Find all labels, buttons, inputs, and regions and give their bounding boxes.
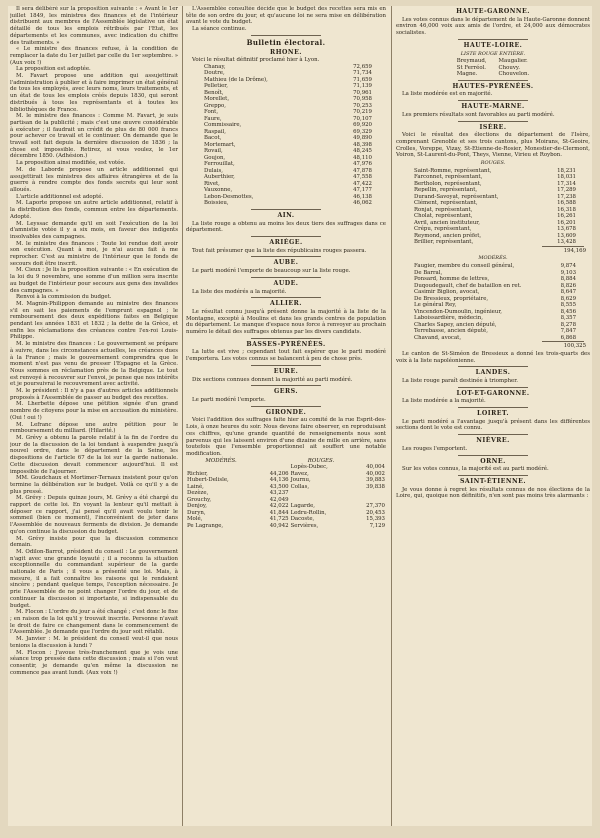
candidate-name: Bertholon, représentant,	[414, 180, 482, 187]
candidate-votes: 48,110	[353, 154, 372, 161]
candidate-name: Rovail,	[204, 148, 223, 155]
section-heading: LOT-ET-GARONNE.	[456, 389, 530, 397]
body-paragraph: M. Leyssac demande qu'il en soit l'exécution de la loi d'amnistie votée il y a six mois, en faveur des indigents insolvables des campagnes.	[10, 220, 178, 240]
body-paragraph: MM. Goudchaux et Mortimer-Ternaux insistent pour qu'on termine la délibération sur le budget. Voilà ce qu'il y a de plus pressé.	[10, 475, 178, 495]
candidate-name: Repellin, représentant,	[414, 187, 478, 194]
candidate-votes: 15,393	[366, 516, 385, 523]
section-text: Le parti modéré a l'avantage jusqu'à présent dans les différentes sections dont le vote est connu.	[396, 418, 590, 432]
section-text: Sur les votes connus, la majorité est au parti modéré.	[402, 466, 549, 473]
candidate-name: Reymond, ancien préfet,	[414, 232, 482, 239]
table-row	[451, 71, 535, 78]
candidate-votes: 8,555	[560, 302, 576, 309]
table-row	[396, 335, 590, 342]
gironde-header-left: MODÉRÉS.	[205, 457, 237, 464]
candidate-votes: 71,734	[353, 70, 372, 77]
candidate-votes: 16,201	[557, 219, 576, 226]
section-text: La liste modérée est en majorité.	[402, 91, 493, 98]
candidate-votes: 43,237	[269, 490, 289, 497]
candidate-name: Font,	[204, 109, 219, 116]
candidate-name: Lopès-Dubec,	[290, 464, 328, 471]
section-heading: ORNE.	[480, 457, 506, 465]
candidate-name: Rivet,	[204, 180, 220, 187]
body-paragraph: M. de Laborde propose un article additionnel qui assujettirait les ministres des affaires étrangères et de la guerre à rendre compte des fonds secrets qui leur sont alloués.	[10, 166, 178, 193]
candidate-votes: 69,920	[353, 122, 372, 129]
separator	[458, 434, 528, 435]
candidate-name: Ravez,	[290, 470, 309, 477]
candidate-name: Chanay,	[204, 63, 226, 70]
candidate-name: Grouchy,	[187, 496, 212, 503]
isere-moderes-total: 100,325	[563, 343, 586, 350]
candidate-name: Pelletier,	[204, 83, 228, 90]
separator	[458, 475, 528, 476]
candidate-name: Hubert-Delisle,	[187, 477, 229, 484]
candidate-name: Duryn,	[187, 509, 206, 516]
candidate-votes: 46,062	[353, 200, 372, 207]
section-heading: ARIÉGE.	[269, 239, 303, 247]
candidate-name: Greppo,	[204, 102, 226, 109]
newspaper-page	[8, 6, 592, 826]
body-paragraph: M. le président : Il n'y a pas d'autres articles additionnels proposés à l'Assemblée de passer au budget des recettes.	[10, 388, 178, 401]
separator	[458, 455, 528, 456]
candidate-name: Dacoste,	[290, 516, 315, 523]
candidate-name: Denjoy,	[187, 503, 207, 510]
candidate-votes: 70,958	[353, 96, 372, 103]
body-paragraph: Renvoi à la commission du budget.	[16, 294, 112, 301]
candidate-name: De Bressieux, propriétaire,	[414, 295, 489, 302]
section-text: Voici l'addition des suffrages faite hier au comité de la rue Esprit-des-Lois, à onze heures du soir. Nous devons faire observer, en reproduisant ces chiffres, qu'une grande quantité de renseignements nous sont parvenus qui les laissent environ d'une dizaine de mille en arrière, sans toutefois que l'ensemble proportionnel ait souffert une notable modification.	[186, 417, 386, 457]
candidate-name: Charles Sapey, ancien député,	[414, 321, 497, 328]
candidate-name: Mathieu (de la Drôme),	[204, 76, 268, 83]
body-paragraph: M. Favart propose une addition qui assujettirait l'administration à publier et à faire imprimer un état général de tous les employés, avec leurs noms, leurs traitements, et un état de tous les emplois créés depuis 1830, qui seront distribués à tous les représentants et à toutes les bibliothèques de France.	[10, 73, 178, 113]
table-row	[186, 523, 386, 530]
section-heading-isere: ISÈRE.	[479, 123, 507, 131]
candidate-name: De Barral,	[414, 269, 443, 276]
candidate-votes: 71,139	[353, 83, 372, 90]
candidate-votes: 8,278	[560, 321, 576, 328]
candidate-votes: 41,844	[269, 509, 289, 516]
candidate-name: Collas,	[290, 483, 310, 490]
candidate-votes: 18,031	[557, 174, 576, 181]
candidate-votes: 8,456	[560, 308, 576, 315]
section-heading: LOIRET.	[477, 410, 509, 418]
candidate-votes: 41,725	[269, 516, 289, 523]
candidate-name: Casimir Biglion, avocat,	[414, 289, 480, 296]
candidate-votes: 40,002	[366, 470, 385, 477]
candidate-name: Boissieu,	[204, 200, 229, 207]
candidate-name: Faure,	[204, 115, 222, 122]
separator	[458, 407, 528, 408]
section-text: Les rouges l'emportent.	[402, 445, 468, 452]
candidate-name: Chavand, avocat,	[414, 334, 462, 341]
candidate-votes: 27,370	[366, 503, 385, 510]
candidate-votes: 16,588	[557, 200, 576, 207]
separator	[251, 277, 321, 278]
candidate-name: Terrebasse, ancien député,	[414, 328, 488, 335]
section-text-haute-garonne: Les votes connus dans le département de la Haute-Garonne donnent environ 46,000 voix aux amis de l'ordre, et 24,000 aux démocrates socialistes.	[396, 16, 590, 37]
body-paragraph: M. Cieux : Je lis la proposition suivante : « En exécution de la loi du 9 novembre, une somme d'un million sera inscrite au budget de l'intérieur pour secours aux gens des invalides des campagnes. »	[10, 267, 178, 294]
candidate-name: Auberthier,	[204, 174, 235, 181]
candidate-name: Lagarde,	[290, 503, 315, 510]
candidate-name: Chouvy.	[498, 64, 520, 71]
section-heading: GIRONDE.	[265, 408, 307, 416]
candidate-votes: 8,357	[560, 315, 576, 322]
intro-paragraph: La séance continue.	[192, 26, 247, 33]
section-heading: HAUTES-PYRÉNÉES.	[452, 82, 534, 90]
candidate-votes: 47,976	[353, 161, 372, 168]
separator	[251, 406, 321, 407]
candidate-votes: 13,678	[557, 226, 576, 233]
body-paragraph: M. Lherbette dépose une pétition signée d'un grand nombre de citoyens pour la mise en accusation du ministère. (Oui ! oui !)	[10, 401, 178, 421]
candidate-votes: 8,629	[560, 295, 576, 302]
section-heading: AUDE.	[273, 279, 299, 287]
candidate-name: Dulais,	[204, 167, 223, 174]
body-paragraph: La proposition est adoptée.	[16, 66, 91, 73]
section-text: La liste des modérés a la majorité.	[192, 288, 287, 295]
intro-paragraph: L'Assemblée consultée décide que le budget des recettes sera mis en tête de son ordre du jour, et qu'aucune loi ne sera mise en délibération avant le vote du budget.	[186, 6, 386, 26]
section-text: Tout fait présumer que la liste des républicains rouges passera.	[192, 247, 367, 254]
candidate-votes: 16,318	[557, 206, 576, 213]
section-heading-rhone: RHONE.	[270, 48, 302, 56]
body-paragraph: M. Laporte propose un autre article additionnel, relatif à la distribution des fonds, commun entre les départements. Adopté.	[10, 200, 178, 220]
candidate-name: Magne.	[456, 71, 478, 78]
candidate-votes: 70,107	[353, 115, 372, 122]
body-paragraph: M. Odilon-Barrot, président du conseil : Le gouvernement n'agit avec une grande loyauté ; il a reconnu la situation exceptionnelle du commandant supérieur de la garde nationale de Paris ; il vous a présenté une loi. Mais, à mesure, il a fait connaître les raisons qui le rendaient sincère ; pendant quelque temps, l'exception nécessaire. Je prie l'Assemblée de ne point changer l'ordre du jour, et de continuer la discussion si importante, si indispensable du budget.	[10, 548, 178, 609]
candidate-votes: 8,647	[560, 289, 576, 296]
candidate-name: Pe Lagrange,	[187, 522, 224, 529]
column-rule	[391, 6, 392, 826]
body-paragraph: M. le ministre des finances : Toute loi rendue doit avoir son exécution. Quant à moi, je n'ai aucun fait à me reprocher. C'est au ministre de l'intérieur que le fonds de secours doit être inscrit.	[10, 240, 178, 267]
candidate-name: Ledru-Rollin,	[290, 509, 327, 516]
section-text: Le parti modéré l'emporte de beaucoup sur la liste rouge.	[192, 268, 351, 275]
rhone-results-table	[186, 64, 386, 207]
section-heading: EURE.	[273, 367, 299, 375]
candidate-votes: 13,428	[557, 239, 576, 246]
body-paragraph: « Le ministre des finances refuse, à la condition de remplacer la date du 1er juillet par celle du 1er septembre. » (Aux voix !)	[10, 46, 178, 66]
candidate-votes: 6,868	[560, 334, 576, 341]
section-heading: AIN.	[277, 211, 295, 219]
candidate-votes: 47,422	[353, 180, 372, 187]
separator	[251, 385, 321, 386]
separator	[458, 39, 528, 40]
candidate-name: Bacot,	[204, 135, 222, 142]
candidate-votes: 42,022	[269, 503, 289, 510]
body-paragraph: M. Lefranc dépose une autre pétition pour le remboursement du milliard. (Hilarité.)	[10, 421, 178, 435]
candidate-name: Duqoudegault, chef de bataillon en ret.	[414, 282, 522, 289]
candidate-name: Faugier, membre du conseil général,	[414, 263, 515, 270]
candidate-votes: 44,136	[269, 477, 289, 484]
section-text: Le résultat connu jusqu'à présent donne la majorité à la liste de la Montagne, excepté à Moulins et dans les grands centres de population du département. Le manque d'espace nous force à renvoyer au prochain numéro le détail des suffrages obtenus par les divers candidats.	[186, 308, 386, 336]
candidate-votes: 17,238	[557, 193, 576, 200]
candidate-name: Saint-Romme, représentant,	[414, 167, 492, 174]
separator	[251, 209, 321, 210]
section-text: La lutte est vive ; cependant tout fait espérer que le parti modéré l'emportera. Les votes connus se balancent à peu de chose près.	[186, 349, 386, 363]
isere-rouges-subheading: ROUGES.	[480, 160, 506, 167]
separator	[458, 100, 528, 101]
gironde-header-right: ROUGES.	[307, 457, 335, 464]
candidate-votes: 47,177	[353, 187, 372, 194]
body-paragraph: M. Grévy : Depuis quinze jours, M. Grévy a été chargé du rapport de cette loi. En voyant la lenteur qu'il mettait à déposer ce rapport, j'ai pensé qu'il avait voulu tenir le sommeil (bien ce moment), l'inconvénient de jeter dans l'Assemblée de nouveaux ferments de division. Je demande qu'on continue la discussion du budget.	[10, 495, 178, 535]
isere-moderes-table	[396, 263, 590, 341]
candidate-name: Journu,	[290, 477, 311, 484]
separator	[251, 256, 321, 257]
candidate-votes: 48,398	[353, 141, 372, 148]
bulletin-title: Bulletin électoral.	[246, 37, 326, 47]
candidate-votes: 7,847	[560, 328, 576, 335]
separator	[251, 365, 321, 366]
body-paragraph: La proposition ainsi modifiée, est votée.	[16, 160, 126, 167]
candidate-name: Ponsard, homme de lettres,	[414, 276, 490, 283]
candidate-name: Le général Rey,	[414, 302, 457, 309]
body-paragraph: L'article additionnel est adopté.	[16, 193, 104, 200]
candidate-votes: 70,253	[353, 102, 372, 109]
candidate-votes: 16,261	[557, 213, 576, 220]
column-right	[396, 6, 590, 826]
separator	[458, 121, 528, 122]
candidate-name: Lebon-Desmottes,	[204, 193, 254, 200]
total-rule	[542, 246, 584, 247]
candidate-votes: 9,874	[560, 263, 576, 270]
section-text: Les premiers résultats sont favorables au parti modéré.	[402, 111, 555, 118]
candidate-name: Ronjat, représentant,	[414, 206, 473, 213]
candidate-votes: 18,231	[557, 167, 576, 174]
candidate-votes: 47,878	[353, 167, 372, 174]
candidate-votes: 70,961	[353, 89, 372, 96]
body-paragraph: M. Magnin-Philippon demande au ministre des finances s'il en sait les paiements de l'emprunt espagnol ; le remboursement des deux expéditions faites en Belgique pendant les années 1831 et 1832 ; la dette de la Grèce, et enfin les réclamations des créances contre l'ex-roi Louis-Philippe.	[10, 300, 178, 341]
candidate-votes: 47,558	[353, 174, 372, 181]
column-rule	[182, 6, 183, 826]
candidate-name: Mortemart,	[204, 141, 236, 148]
section-text: La liste rouge paraît destinée à triompher.	[402, 377, 518, 384]
body-paragraph: M. Janvier : M. le président du conseil veut-il que nous tenions la discussion à lundi ?	[10, 636, 178, 649]
candidate-name: Benoît,	[204, 89, 224, 96]
body-paragraph: M. Grévy insiste pour que la discussion commence demain.	[10, 535, 178, 549]
body-paragraph: Il sera délibéré sur la proposition suivante : « Avant le 1er juillet 1849, les ministres des finances et de l'intérieur distribuent aux membres de l'Assemblée législative un état détaillé de tous les emplois rétribués par l'Etat, les départements et les communes, avec indication du chiffre des traitements. »	[10, 6, 178, 46]
candidate-votes: 44,206	[269, 470, 289, 477]
total-rule	[542, 341, 584, 342]
candidate-name: Crépu, représentant,	[414, 226, 472, 233]
rhone-intro: Voici le résultat définitif proclamé hier à Lyon.	[192, 57, 320, 64]
candidate-votes: 17,314	[557, 180, 576, 187]
candidate-name: Laboissardière, médecin,	[414, 315, 483, 322]
separator	[458, 366, 528, 367]
candidate-name: Cholat, représentant,	[414, 213, 473, 220]
separator	[251, 338, 321, 339]
candidate-name: Breymaud,	[456, 58, 487, 65]
candidate-name: Lainé,	[187, 483, 204, 490]
section-text: La liste modérée a la majorité.	[402, 398, 486, 405]
candidate-name: St Ferréol.	[456, 64, 487, 71]
candidate-votes: 43,500	[269, 483, 289, 490]
candidate-name: Chouvelon.	[498, 71, 530, 78]
section-heading: SAINT-ÉTIENNE.	[459, 478, 527, 485]
candidate-votes: 48,245	[353, 148, 372, 155]
candidate-name: Vauxonne,	[204, 187, 233, 194]
table-row	[396, 263, 590, 270]
candidate-name: Morellet,	[204, 96, 230, 103]
candidate-votes: 39,838	[366, 483, 385, 490]
table-row	[396, 239, 590, 246]
candidate-name: Dezèze,	[187, 490, 209, 497]
candidate-votes: 49,890	[353, 135, 372, 142]
section-heading: BASSES-PYRÉNÉES.	[246, 340, 326, 348]
body-paragraph: M. le ministre des finances : Le gouvernement se prépare à suivre, dans les circonstances actuelles, les créances dues à la France ; mais le gouvernement comprendra que le moment n'est pas venu de presser l'Espagne et la Grèce. Nous sommes en réclamation près de la Belgique. Le tout est renvoyé à recouvrer sur l'envoi, je pense que nos intérêts et je poursuivrai le recouvrement avec activité.	[10, 341, 178, 388]
candidate-name: Brillier, représentant,	[414, 239, 474, 246]
candidate-name: Farconnet, représentant,	[414, 174, 483, 181]
candidate-votes: 40,004	[366, 464, 385, 471]
isere-moderes-subheading: MODÉRÉS.	[478, 255, 508, 262]
body-paragraph: M. Flocon : J'avoue très-franchement que je vois une séance trop pressée dans cette discussion ; mais si l'on veut consentir, je demande qu'en même la discussion ne commence pas avant lundi. (Aux voix !)	[10, 649, 178, 676]
isere-rouges-table	[396, 168, 590, 246]
candidate-votes: 8,826	[560, 282, 576, 289]
section-heading: ALLIER.	[270, 300, 302, 308]
separator	[251, 297, 321, 298]
section-heading: HAUTE-MARNE.	[461, 103, 525, 111]
section-heading-haute-loire: HAUTE-LOIRE.	[463, 41, 523, 49]
candidate-votes: 39,883	[366, 477, 385, 484]
section-heading: GERS.	[273, 388, 299, 396]
candidate-name: Goujon,	[204, 154, 226, 161]
column-middle	[186, 6, 386, 826]
candidate-name: Richier,	[187, 470, 208, 477]
candidate-votes: 72,659	[353, 63, 372, 70]
candidate-votes: 70,219	[353, 109, 372, 116]
candidate-votes: 69,329	[353, 128, 372, 135]
candidate-votes: 42,049	[269, 496, 289, 503]
candidate-votes: 9,103	[560, 269, 576, 276]
candidate-votes: 46,138	[353, 193, 372, 200]
candidate-votes: 17,289	[557, 187, 576, 194]
body-paragraph: M. le ministre des finances : Comme M. Favart, je suis partisan de la publicité ; mais c'est une œuvre considérable à exécuter ; il faudrait un crédit de plus de 80 000 francs pour achever ce travail et le continuer. On demande que le travail soit fait depuis la dernière discussion de 1836 ; la chose est impossible. Retirez, si vous voulez, le 1er décembre 1850. (Adhésion.)	[10, 113, 178, 160]
candidate-votes: 13,609	[557, 232, 576, 239]
section-text: Dix sections connues donnent la majorité au parti modéré.	[192, 376, 353, 383]
candidate-name: Avril, ancien instituteur,	[414, 219, 480, 226]
candidate-votes: 71,659	[353, 76, 372, 83]
isere-outro: Le canton de St-Siméon de Bressieux a donné les trois-quarts des voix à la liste napoléonienne.	[396, 350, 590, 364]
section-text: Le parti modéré l'emporte.	[192, 396, 266, 403]
candidate-name: Commissaire,	[204, 122, 242, 129]
candidate-name: Doutre,	[204, 70, 225, 77]
body-paragraph: M. Grévy a obtenu la parole relatif à la fin de l'ordre du jour de la discussion de la loi tendant à suspendre jusqu'à nouvel ordre, dans le département de la Seine, les dispositions de l'article 67 de la loi sur la garde nationale. Cette discussion devait commencer aujourd'hui. Il est impossible de l'ajourner.	[10, 435, 178, 475]
section-heading-haute-garonne: HAUTE-GARONNE.	[456, 8, 530, 15]
separator	[251, 236, 321, 237]
candidate-name: Maugalier.	[498, 58, 528, 65]
candidate-name: Clément, représentant,	[414, 200, 478, 207]
separator	[458, 80, 528, 81]
separator	[251, 35, 321, 36]
separator	[458, 387, 528, 388]
candidate-votes: 40,942	[269, 522, 289, 529]
section-heading: LANDES.	[475, 369, 511, 377]
section-heading: NIÈVRE.	[476, 437, 510, 445]
isere-rouges-total: 194,169	[563, 247, 586, 254]
candidate-name: Vincendon-Dumoulin, ingénieur,	[414, 308, 503, 315]
gironde-results-table	[186, 458, 386, 530]
candidate-votes: 7,129	[369, 522, 385, 529]
body-paragraph: M. Flocon : L'ordre du jour a été changé ; c'est donc le fixe ; en raison de la loi qu'il y trouvait inscrite. Personne n'avait le droit de faire ce changement dans le commencement de l'Assemblée. Je demande que l'ordre du jour soit rétabli.	[10, 609, 178, 636]
candidate-name: Molé,	[187, 516, 203, 523]
section-text: Je vous donne à regret les résultats connus de nos élections de la Loire, qui, quoique non définitifs, n'en sont pas moins très alarmants :	[396, 486, 590, 500]
column-left	[10, 6, 178, 826]
haute-loire-names	[451, 58, 535, 78]
section-heading: AUBE.	[273, 259, 299, 267]
haute-loire-subheading: LISTE ROUGE ENTIÈRE.	[460, 50, 526, 57]
candidate-name: Servières,	[290, 522, 319, 529]
candidate-name: Ferrouillat,	[204, 161, 235, 168]
table-row	[186, 200, 386, 207]
candidate-name: Durand-Savoyat, représentant,	[414, 193, 499, 200]
candidate-name: Raspail,	[204, 128, 226, 135]
candidate-votes: 20,453	[366, 509, 385, 516]
section-text: La liste rouge a obtenu au moins les deux tiers des suffrages dans ce département.	[186, 220, 386, 234]
section-text-isere: Voici le résultat des élections du département de l'Isère, comprenant Grenoble et ses trois cantons, plus Moirans, St-Geoire, Crolles, Voreppe, Vizay, St-Etienne-de-Rosier, Monestier-de-Clermont, Voiron, St-Laurent-du-Pont, Theys, Vienne, Virieu et Roybon.	[396, 132, 590, 159]
candidate-votes: 8,884	[560, 276, 576, 283]
